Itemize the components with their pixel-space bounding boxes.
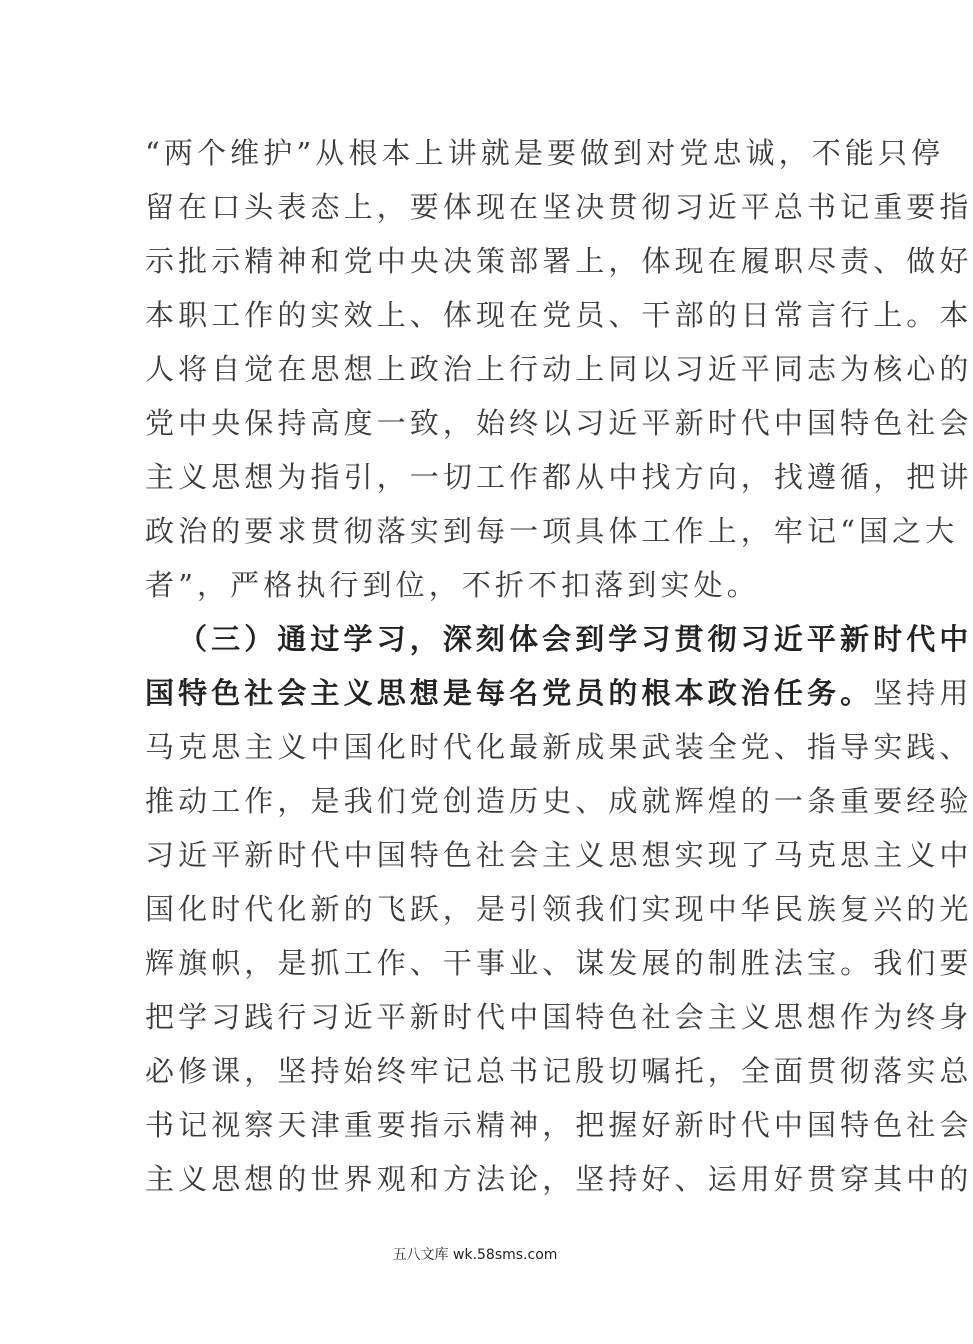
body-line: 政治的要求贯彻落实到每一项具体工作上，牢记“国之大 bbox=[145, 514, 959, 548]
body-line: 党中央保持高度一致，始终以习近平新时代中国特色社会 bbox=[145, 406, 973, 440]
body-line: 习近平新时代中国特色社会主义思想实现了马克思主义中 bbox=[145, 838, 973, 872]
body-line: 示批示精神和党中央决策部署上，体现在履职尽责、做好 bbox=[145, 244, 973, 278]
body-line: 主义思想为指引，一切工作都从中找方向，找遵循，把讲 bbox=[145, 460, 973, 494]
body-text: 坚持用 bbox=[873, 676, 973, 710]
body-line: 国化时代化新的飞跃，是引领我们实现中华民族复兴的光 bbox=[145, 892, 973, 926]
section-heading-bold: 国特色社会主义思想是每名党员的根本政治任务。 bbox=[145, 676, 874, 710]
section-heading-continued bbox=[145, 666, 973, 720]
body-line: 人将自觉在思想上政治上行动上同以习近平同志为核心的 bbox=[145, 352, 973, 386]
body-line: 辉旗帜，是抓工作、干事业、谋发展的制胜法宝。我们要 bbox=[145, 946, 973, 980]
section-heading: （三）通过学习，深刻体会到学习贯彻习近平新时代中 bbox=[178, 622, 973, 656]
footer-watermark: 五八文库 wk.58sms.com bbox=[392, 1247, 558, 1263]
body-line: 马克思主义中国化时代化最新成果武装全党、指导实践、 bbox=[145, 730, 973, 764]
body-line: 书记视察天津重要指示精神，把握好新时代中国特色社会 bbox=[145, 1108, 973, 1142]
body-line: 必修课，坚持始终牢记总书记殷切嘱托，全面贯彻落实总 bbox=[145, 1054, 973, 1088]
body-line: “两个维护”从根本上讲就是要做到对党忠诚，不能只停 bbox=[145, 136, 945, 170]
body-line: 者”，严格执行到位，不折不扣落到实处。 bbox=[145, 568, 760, 602]
body-line: 本职工作的实效上、体现在党员、干部的日常言行上。本 bbox=[145, 298, 973, 332]
body-line: 把学习践行习近平新时代中国特色社会主义思想作为终身 bbox=[145, 1000, 973, 1034]
body-line: 留在口头表态上，要体现在坚决贯彻习近平总书记重要指 bbox=[145, 190, 973, 224]
body-line: 主义思想的世界观和方法论，坚持好、运用好贯穿其中的 bbox=[145, 1162, 973, 1196]
document-body bbox=[145, 126, 973, 1206]
body-line: 推动工作，是我们党创造历史、成就辉煌的一条重要经验 bbox=[145, 784, 973, 818]
